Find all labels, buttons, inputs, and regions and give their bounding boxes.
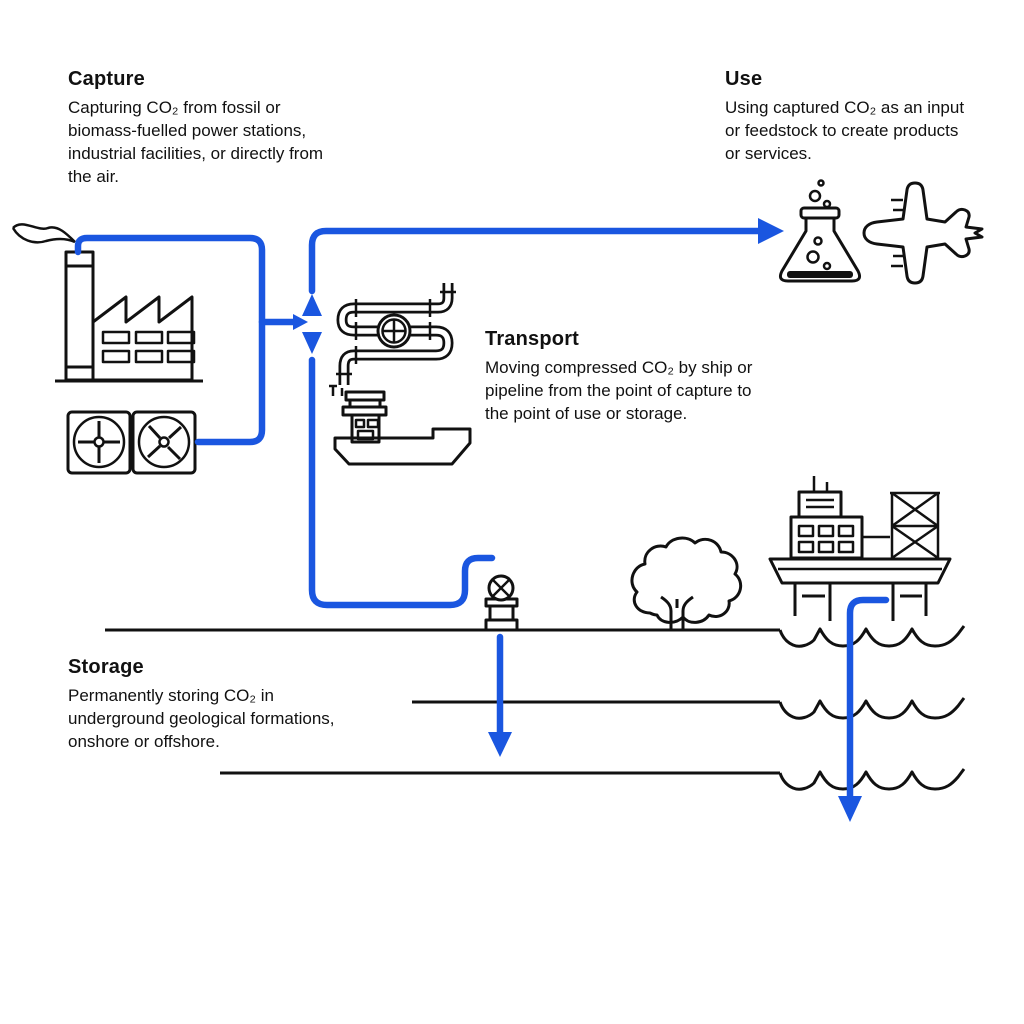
transport-heading: Transport (485, 328, 580, 350)
storage-section (68, 656, 335, 753)
platform-cabin (799, 492, 841, 517)
storage-heading: Storage (68, 656, 144, 678)
factory-body (93, 297, 192, 380)
injection-wellhead-icon (486, 576, 517, 630)
platform-windows (799, 526, 853, 552)
ship-icon (329, 385, 470, 464)
storage-line: onshore or offshore. (68, 732, 220, 751)
capture-heading: Capture (68, 68, 145, 90)
use-section (725, 68, 964, 165)
tree-icon (632, 538, 741, 629)
smoke-lower-stroke (13, 228, 75, 242)
sea-waves-icon (780, 626, 964, 646)
flask-icon (780, 181, 859, 282)
flow-arrow-down-icon (302, 332, 322, 354)
transport-line: pipeline from the point of capture to (485, 381, 752, 400)
platform-deck (770, 559, 950, 583)
capture-section (68, 68, 323, 188)
factory-windows (103, 332, 194, 362)
offshore-injection-line (850, 600, 886, 796)
use-line: or feedstock to create products (725, 121, 959, 140)
derrick-tower (890, 493, 940, 558)
airplane-icon (864, 183, 982, 283)
sea-waves-3-icon (780, 769, 964, 789)
injection-arrowhead-icon (488, 732, 512, 757)
flow-arrow-up-icon (302, 294, 322, 316)
capture-line: biomass-fuelled power stations, (68, 121, 307, 140)
pipeline-valve-icon (336, 283, 456, 385)
transport-section (485, 328, 752, 425)
use-arrowhead-icon (758, 218, 784, 244)
air-capture-fans-icon (68, 412, 195, 473)
airplane-wing-ticks (891, 200, 905, 266)
tree-trunk (661, 597, 693, 629)
use-flow-line (312, 231, 758, 291)
flask-liquid (787, 271, 853, 278)
offshore-arrowhead-icon (838, 796, 862, 822)
capture-line: the air. (68, 167, 120, 186)
use-line: or services. (725, 144, 812, 163)
capture-line: Capturing CO₂ from fossil or (68, 98, 281, 117)
sea-waves-2-icon (780, 698, 964, 718)
use-heading: Use (725, 68, 763, 90)
storage-line: underground geological formations, (68, 709, 335, 728)
tree-canopy (632, 538, 741, 622)
transport-line: Moving compressed CO₂ by ship or (485, 358, 753, 377)
fan-box-2 (133, 412, 195, 473)
junction-merge-arrow-icon (293, 314, 308, 330)
storage-line: Permanently storing CO₂ in (68, 686, 274, 705)
transport-line: the point of use or storage. (485, 404, 688, 423)
storage-flow-line (312, 360, 492, 605)
chimney (66, 252, 93, 380)
flask-lip (801, 208, 839, 218)
use-line: Using captured CO₂ as an input (725, 98, 965, 117)
capture-line: industrial facilities, or directly from (68, 144, 324, 163)
factory-icon (13, 224, 203, 381)
